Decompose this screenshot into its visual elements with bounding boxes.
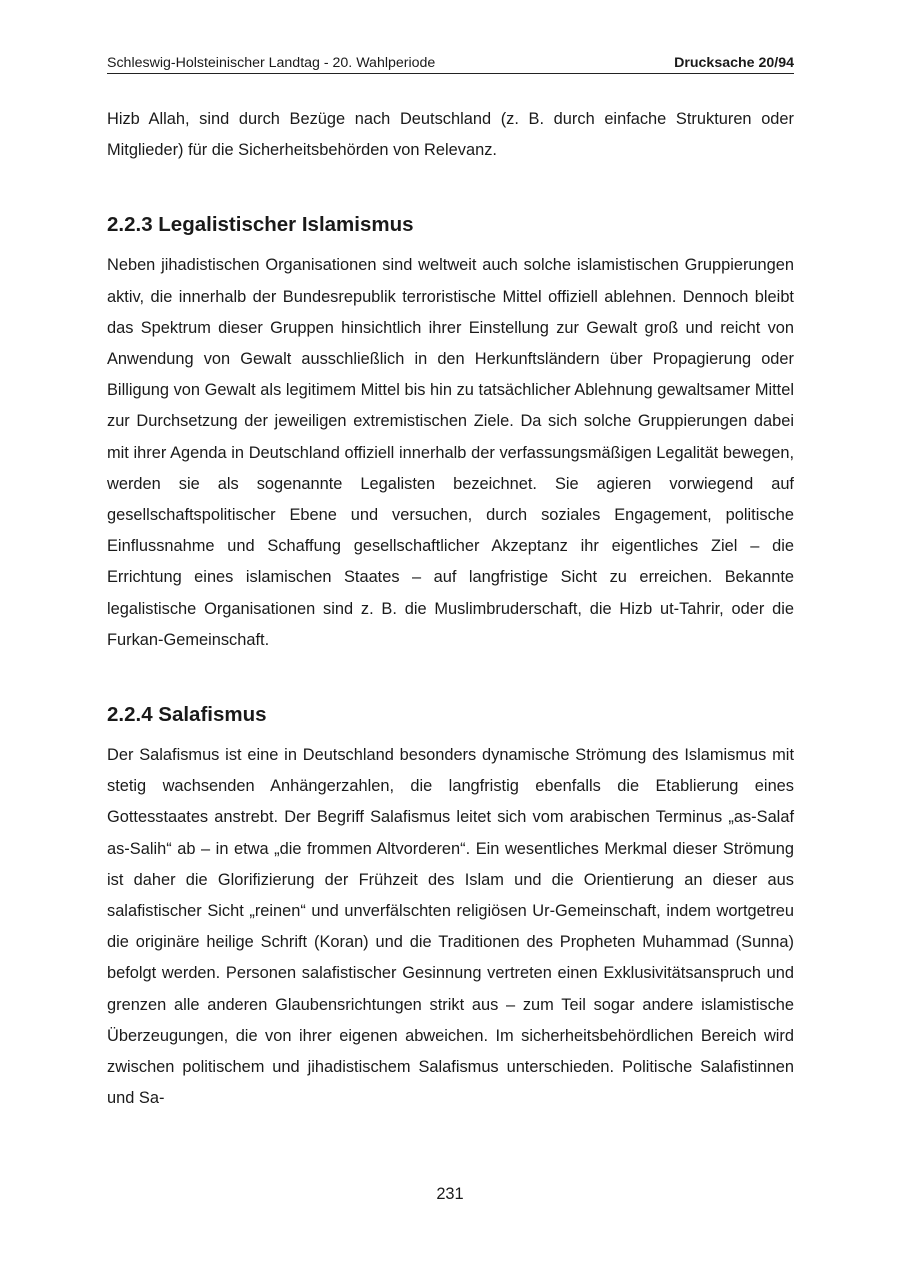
page-header bbox=[107, 55, 794, 74]
section-text-salafismus: Der Salafismus ist eine in Deutschland besonders dynamische Strömung des Islamismus mit stetig wachsenden Anhängerzahlen, die langfristig ebenfalls die Etablierung eines Gottesstaates anstrebt. Der Begriff Salafismus leitet sich vom arabischen Terminus „as-Salaf as-Salih“ ab – in etwa „die frommen Altvorderen“. Ein wesentliches Merkmal dieser Strömung ist daher die Glorifizierung der Frühzeit des Islam und die Orientierung an dieser aus salafistischer Sicht „reinen“ und unverfälschten religiösen Ur-Gemeinschaft, indem wortgetreu die originäre heilige Schrift (Koran) und die Traditionen des Propheten Muhammad (Sunna) befolgt werden. Personen salafistischer Gesinnung vertreten einen Exklusivitätsanspruch und grenzen alle anderen Glaubensrichtungen strikt aus – zum Teil sogar andere islamistische Überzeugungen, die von ihrer eigenen abweichen. Im sicherheitsbehördlichen Bereich wird zwischen politischem und jihadistischem Salafismus unterschieden. Politische Salafistinnen und Sa- bbox=[107, 746, 794, 1108]
page-number: 231 bbox=[436, 1185, 464, 1203]
intro-paragraph: Hizb Allah, sind durch Bezüge nach Deutschland (z. B. durch einfache Strukturen oder Mitglieder) für die Sicherheitsbehörden von Relevanz. bbox=[107, 110, 794, 160]
header-document-number: Drucksache 20/94 bbox=[674, 55, 794, 71]
section-text-legalistischer-islamismus: Neben jihadistischen Organisationen sind weltweit auch solche islamistischen Gruppierungen aktiv, die innerhalb der Bundesrepublik terroristische Mittel offiziell ablehnen. Dennoch bleibt das Spektrum dieser Gruppen hinsichtlich ihrer Einstellung zur Gewalt groß und reicht von Anwendung von Gewalt ausschließlich in den Herkunftsländern über Propagierung oder Billigung von Gewalt als legitimem Mittel bis hin zu tatsächlicher Ablehnung gewaltsamer Mittel zur Durchsetzung der jeweiligen extremistischen Ziele. Da sich solche Gruppierungen dabei mit ihrer Agenda in Deutschland offiziell innerhalb der verfassungsmäßigen Legalität bewegen, werden sie als sogenannte Legalisten bezeichnet. Sie agieren vorwiegend auf gesellschaftspolitischer Ebene und versuchen, durch soziales Engagement, politische Einflussnahme und Schaffung gesellschaftlicher Akzeptanz ihr eigentliches Ziel – die Errichtung eines islamischen Staates – auf langfristige Sicht zu erreichen. Bekannte legalistische Organisationen sind z. B. die Muslimbruderschaft, die Hizb ut-Tahrir, oder die Furkan-Gemeinschaft. bbox=[107, 256, 794, 649]
section-heading-salafismus: 2.2.4 Salafismus bbox=[107, 703, 267, 727]
section-heading-legalistischer-islamismus: 2.2.3 Legalistischer Islamismus bbox=[107, 213, 414, 237]
header-title: Schleswig-Holsteinischer Landtag - 20. Wahlperiode bbox=[107, 55, 436, 71]
page-content bbox=[107, 104, 794, 1114]
